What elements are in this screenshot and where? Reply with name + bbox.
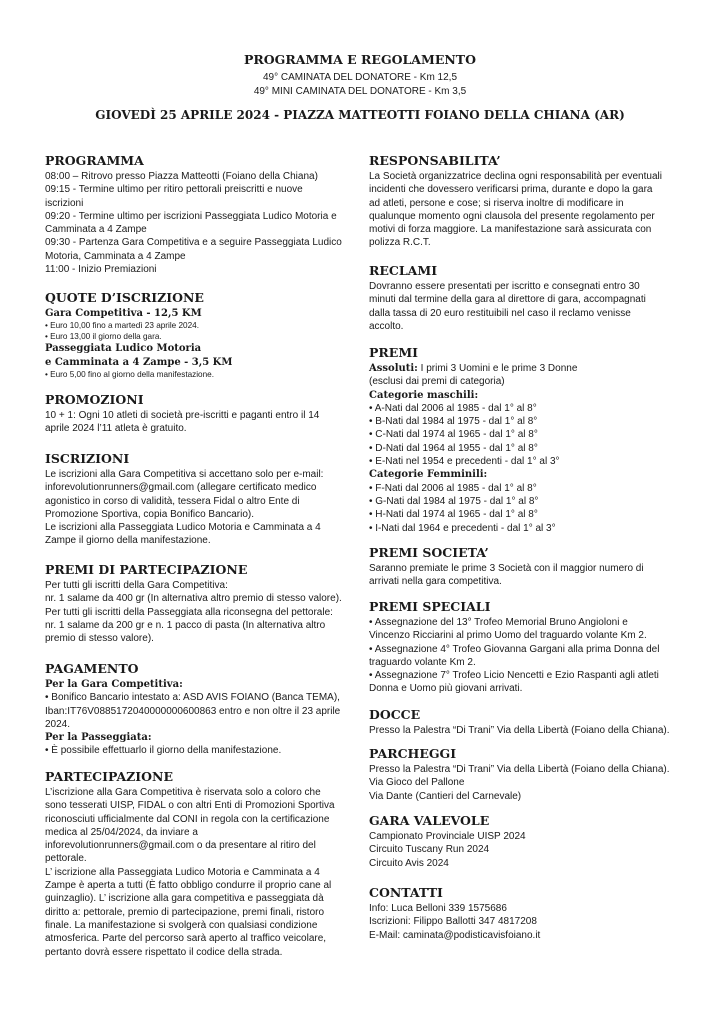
text-line: diritto a: pettorale, premio di partecipazione, premi finali, ristoro <box>45 906 325 918</box>
premi-societa-section <box>369 544 689 589</box>
section-body <box>369 562 689 589</box>
reclami-section <box>369 262 689 333</box>
gara-competitiva-label: Gara Competitiva - 12,5 KM <box>45 308 202 319</box>
text-line: Via Dante (Cantieri del Carnevale) <box>369 790 522 802</box>
section-body <box>369 830 689 870</box>
section-heading: CONTATTI <box>369 885 443 900</box>
page-title: PROGRAMMA E REGOLAMENTO <box>244 52 476 67</box>
text-line: qualunque momento ogni clausola del presente regolamento per <box>369 210 655 222</box>
section-heading: PAGAMENTO <box>45 661 139 676</box>
text-line: Zampe il giorno della manifestazione. <box>45 535 211 547</box>
section-body <box>369 170 689 250</box>
text-line: • È possibile effettuarlo il giorno della manifestazione. <box>45 745 282 757</box>
text-line: arrivati nella gara competitiva. <box>369 576 502 588</box>
event-subtitle: 49° CAMINATA DEL DONATORE - Km 12,5 <box>262 72 458 83</box>
premi-partecipazione-section <box>45 561 360 645</box>
section-heading: DOCCE <box>369 707 421 722</box>
section-heading: PARCHEGGI <box>369 746 457 761</box>
mini-event-subtitle: 49° MINI CAMINATA DEL DONATORE - Km 3,5 <box>253 86 467 97</box>
section-body <box>369 616 689 696</box>
text-line: iscrizioni <box>45 197 84 209</box>
text-line: Circuito Tuscany Run 2024 <box>369 844 490 856</box>
text-line: 09:15 - Termine ultimo per ritiro pettorali preiscritti e nuove <box>45 184 303 196</box>
section-heading: PREMI <box>369 345 418 360</box>
text-line: • Euro 10,00 fino a martedì 23 aprile 2024. <box>45 321 199 331</box>
parcheggi-section <box>369 745 689 803</box>
text-line: 09:30 - Partenza Gara Competitiva e a seguire Passeggiata Ludico <box>45 237 342 249</box>
text-line: Presso la Palestra “Di Trani” Via della Libertà (Foiano della Chiana). <box>369 764 670 775</box>
section-body <box>45 170 360 276</box>
text-line: La Società organizzatrice declina ogni responsabilità per eventuali <box>369 171 662 182</box>
section-body <box>369 724 689 737</box>
text-line: dalla tassa di 20 euro restituibili nel caso il reclamo venisse <box>369 307 631 319</box>
section-heading: PREMI DI PARTECIPAZIONE <box>45 562 248 577</box>
text-line: nr. 1 salame da 400 gr (In alternativa altro premio di stesso valore). <box>45 593 342 605</box>
text-line: medica al 25/04/2024, da inviare a <box>45 826 198 838</box>
gara-price-list <box>45 320 360 342</box>
text-line: 11:00 - Inizio Premiazioni <box>45 264 157 276</box>
contatti-section <box>369 884 689 942</box>
text-line: 09:20 - Termine ultimo per iscrizioni Passeggiata Ludico Motoria e <box>45 210 337 222</box>
text-line: accolto. <box>369 320 404 332</box>
text-line: Dovranno essere presentati per iscritto e consegnati entro 30 <box>369 281 640 292</box>
docce-section <box>369 706 689 737</box>
passeggiata-label: Passeggiata Ludico Motoria <box>45 343 202 355</box>
quote-section <box>45 289 360 380</box>
text-line: Via Gioco del Pallone <box>369 777 465 789</box>
text-line: 2024. <box>45 718 71 730</box>
section-body <box>45 409 360 436</box>
text-line: Saranno premiate le prime 3 Società con il maggior numero di <box>369 563 644 574</box>
text-line: • Assegnazione 4° Trofeo Giovanna Gargani alla prima Donna del <box>369 643 660 655</box>
date-place-heading: GIOVEDÌ 25 APRILE 2024 - PIAZZA MATTEOTTI FOIANO DELLA CHIANA (AR) <box>95 108 625 122</box>
section-heading: PREMI SOCIETA’ <box>369 545 489 560</box>
text-line: Circuito Avis 2024 <box>369 857 449 869</box>
text-line: Iban:IT76V0885172040000000600863 entro e non oltre il 23 aprile <box>45 705 341 717</box>
text-line: riconosciuti ufficialmente dal CONI in regola con la certificazione <box>45 813 330 825</box>
section-heading: PROMOZIONI <box>45 392 144 407</box>
text-line: 08:00 – Ritrovo presso Piazza Matteotti (Foiano della Chiana) <box>45 171 318 182</box>
responsabilita-section <box>369 152 689 250</box>
text-line: Per tutti gli iscritti della Passeggiata alla riconsegna del pettorale: <box>45 606 333 618</box>
text-line: agonistico in corso di validità, tessera Fidal o altro Ente di <box>45 495 300 507</box>
programma-section <box>45 152 360 276</box>
text-line: E-Mail: caminata@podisticavisfoiano.it <box>369 929 541 941</box>
premi-speciali-section <box>369 598 689 696</box>
assoluti-text: I primi 3 Uomini e le prime 3 Donne <box>417 363 578 374</box>
categorie-maschili-list <box>369 402 689 468</box>
text-line: Info: Luca Belloni 339 1575686 <box>369 903 507 914</box>
text-line: sono tesserati UISP, FIDAL o con altri Enti di Promozioni Sportiva <box>45 800 335 812</box>
text-line: Zampe è aperta a tutti (È fatto obbligo condurre il proprio cane al <box>45 880 332 892</box>
text-line: Presso la Palestra “Di Trani” Via della Libertà (Foiano della Chiana). <box>369 725 670 736</box>
section-heading: RECLAMI <box>369 263 438 278</box>
text-line: polizza R.C.T. <box>369 237 431 249</box>
text-line: Le iscrizioni alla Gara Competitiva si accettano solo per e-mail: <box>45 469 324 480</box>
text-line: Motoria, Camminata a 4 Zampe <box>45 250 186 262</box>
section-body <box>45 579 360 645</box>
text-line: motivi di forza maggiore. La manifestazione sarà assicurata con <box>369 224 652 236</box>
text-line: • H-Nati dal 1974 al 1965 - dal 1° al 8° <box>369 509 538 521</box>
text-line: Le iscrizioni alla Passeggiata Ludico Motoria e Camminata a 4 <box>45 522 321 534</box>
text-line: Per tutti gli iscritti della Gara Competitiva: <box>45 580 228 591</box>
text-line: • C-Nati dal 1974 al 1965 - dal 1° al 8° <box>369 429 538 441</box>
text-line: L’iscrizione alla Gara Competitiva è riservata solo a coloro che <box>45 787 321 798</box>
section-body <box>369 902 689 942</box>
promozioni-section <box>45 391 360 436</box>
pagamento-gara-text <box>45 691 360 731</box>
text-line: pertanto dovrà essere rispettato il codice della strada. <box>45 946 283 958</box>
section-body <box>45 468 360 548</box>
section-heading: PREMI SPECIALI <box>369 599 491 614</box>
text-line: • I-Nati dal 1964 e precedenti - dal 1° al 3° <box>369 522 556 534</box>
text-line: aprile 2024 l’11 atleta è gratuito. <box>45 423 187 435</box>
section-heading: GARA VALEVOLE <box>369 813 490 828</box>
text-line: Campionato Provinciale UISP 2024 <box>369 831 526 842</box>
text-line: inforevolutionrunners@gmail.com (allegare certificato medico <box>45 482 317 494</box>
text-line: guinzaglio). L’ iscrizione alla gara competitiva e passeggiata dà <box>45 893 324 905</box>
pagamento-passeggiata-text <box>45 744 360 757</box>
gara-valevole-section <box>369 812 689 870</box>
premi-section <box>369 344 689 535</box>
assoluti-note: (esclusi dai premi di categoria) <box>369 376 505 388</box>
pagamento-passeggiata-label: Per la Passeggiata: <box>45 732 152 744</box>
section-heading: PROGRAMMA <box>45 153 144 168</box>
text-line: incidenti che dovessero verificarsi prima, durante e dopo la gara <box>369 184 653 196</box>
text-line: inforevolutionrunners@gmail.com o da presentare al ritiro del <box>45 840 316 852</box>
section-body <box>369 763 689 803</box>
section-heading: QUOTE D’ISCRIZIONE <box>45 290 204 305</box>
text-line: premio di stesso valore). <box>45 633 154 645</box>
text-line: Iscrizioni: Filippo Ballotti 347 4817208 <box>369 916 537 928</box>
text-line: finale. La manifestazione si svolgerà con qualsiasi condizione <box>45 919 318 931</box>
text-line: • Assegnazione 7° Trofeo Licio Nencetti e Ezio Raspanti agli atleti <box>369 670 659 682</box>
section-body <box>369 280 689 333</box>
passeggiata-price-list <box>45 369 360 380</box>
text-line: L’ iscrizione alla Passeggiata Ludico Motoria e Camminata a 4 <box>45 866 320 878</box>
section-heading: PARTECIPAZIONE <box>45 769 173 784</box>
text-line: Promozione Sportiva, copia Bonifico Bancario). <box>45 508 254 520</box>
text-line: nr. 1 salame da 200 gr e n. 1 pacco di pasta (In alternativa altro <box>45 619 326 631</box>
categorie-femminili-list <box>369 482 689 535</box>
text-line: 10 + 1: Ogni 10 atleti di società pre-iscritti e paganti entro il 14 <box>45 410 320 421</box>
assoluti-label: Assoluti: <box>369 363 418 374</box>
assoluti-line <box>369 362 689 375</box>
text-line: • E-Nati nel 1954 e precedenti - dal 1° al 3° <box>369 456 560 468</box>
text-line: Donna e Uomo più giovani arrivati. <box>369 683 523 695</box>
text-line: minuti dal termine della gara al direttore di gara, accompagnati <box>369 294 646 306</box>
text-line: • A-Nati dal 2006 al 1985 - dal 1° al 8° <box>369 402 537 414</box>
text-line: Vincenzo Ricciarini al primo Uomo del traguardo volante Km 2. <box>369 630 647 642</box>
text-line: • G-Nati dal 1984 al 1975 - dal 1° al 8° <box>369 495 539 507</box>
iscrizioni-section <box>45 450 360 548</box>
section-body <box>45 786 360 959</box>
text-line: • D-Nati dal 1964 al 1955 - dal 1° al 8° <box>369 442 538 454</box>
text-line: • B-Nati dal 1984 al 1975 - dal 1° al 8° <box>369 416 538 428</box>
text-line: • Bonifico Bancario intestato a: ASD AVIS FOIANO (Banca TEMA), <box>45 692 340 704</box>
text-line: • F-Nati dal 2006 al 1985 - dal 1° al 8° <box>369 482 537 494</box>
pagamento-section <box>45 660 360 758</box>
categorie-femminili-label: Categorie Femminili: <box>369 469 488 481</box>
partecipazione-section <box>45 768 360 959</box>
text-line: atmosferica. Parte del percorso sarà aperto al traffico veicolare, <box>45 933 327 945</box>
text-line: • Euro 5,00 fino al giorno della manifestazione. <box>45 369 214 379</box>
passeggiata-label-2: e Camminata a 4 Zampe - 3,5 KM <box>45 356 233 368</box>
text-line: traguardo volante Km 2. <box>369 656 476 668</box>
text-line: Camminata a 4 Zampe <box>45 224 147 236</box>
text-line: • Euro 13,00 il giorno della gara. <box>45 332 162 342</box>
categorie-maschili-label: Categorie maschili: <box>369 389 479 401</box>
pagamento-gara-label: Per la Gara Competitiva: <box>45 679 183 690</box>
section-heading: ISCRIZIONI <box>45 451 130 466</box>
text-line: pettorale. <box>45 853 87 865</box>
section-heading: RESPONSABILITA’ <box>369 153 501 168</box>
text-line: ad atleti, persone e cose; si riserva inoltre di modificare in <box>369 197 624 209</box>
text-line: • Assegnazione del 13° Trofeo Memorial Bruno Angioloni e <box>369 617 628 628</box>
